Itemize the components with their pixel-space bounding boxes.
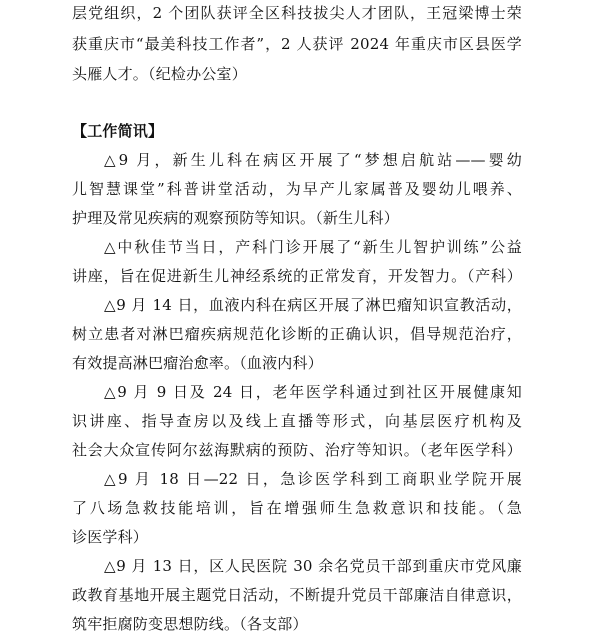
news-line-6: △9 月 14 日，血液内科在病区开展了淋巴瘤知识宣教活动， <box>104 296 522 314</box>
news-line-10: 识讲座、指导查房以及线上直播等形式，向基层医疗机构及 <box>72 412 522 430</box>
news-line-8: 有效提高淋巴瘤治愈率。（血液内科） <box>72 354 323 372</box>
news-line-16: 政教育基地开展主题党日活动，不断提升党员干部廉洁自律意识， <box>72 586 522 604</box>
news-line-3: 护理及常见疾病的观察预防等知识。（新生儿科） <box>72 209 399 227</box>
section-heading: 【工作简讯】 <box>72 122 164 140</box>
news-line-12: △9 月 18 日—22 日，急诊医学科到工商职业学院开展 <box>104 470 522 488</box>
news-line-2: 儿智慧课堂”科普讲堂活动，为早产儿家属普及婴幼儿喂养、 <box>72 180 522 198</box>
news-line-9: △9 月 9 日及 24 日，老年医学科通过到社区开展健康知 <box>104 383 522 401</box>
news-line-1: △9 月，新生儿科在病区开展了“梦想启航站——婴幼 <box>104 151 522 169</box>
news-line-15: △9 月 13 日，区人民医院 30 余名党员干部到重庆市党风廉 <box>104 557 522 575</box>
intro-line-2: 获重庆市“最美科技工作者”，2 人获评 2024 年重庆市区县医学 <box>72 35 522 53</box>
news-line-11: 社会大众宣传阿尔兹海默病的预防、治疗等知识。（老年医学科） <box>72 441 522 459</box>
news-line-17: 筑牢拒腐防变思想防线。（各支部） <box>72 615 308 633</box>
intro-line-3: 头雁人才。（纪检办公室） <box>72 65 247 83</box>
news-line-5: 讲座，旨在促进新生儿神经系统的正常发育，开发智力。（产科） <box>72 267 522 285</box>
news-line-7: 树立患者对淋巴瘤疾病规范化诊断的正确认识，倡导规范治疗， <box>72 325 522 343</box>
news-line-14: 诊医学科） <box>72 528 149 546</box>
news-line-13: 了八场急救技能培训，旨在增强师生急救意识和技能。（急 <box>72 499 522 517</box>
intro-line-1: 层党组织，2 个团队获评全区科技拔尖人才团队，王冠梁博士荣 <box>72 4 522 22</box>
news-line-4: △中秋佳节当日，产科门诊开展了“新生儿智护训练”公益 <box>104 238 522 256</box>
